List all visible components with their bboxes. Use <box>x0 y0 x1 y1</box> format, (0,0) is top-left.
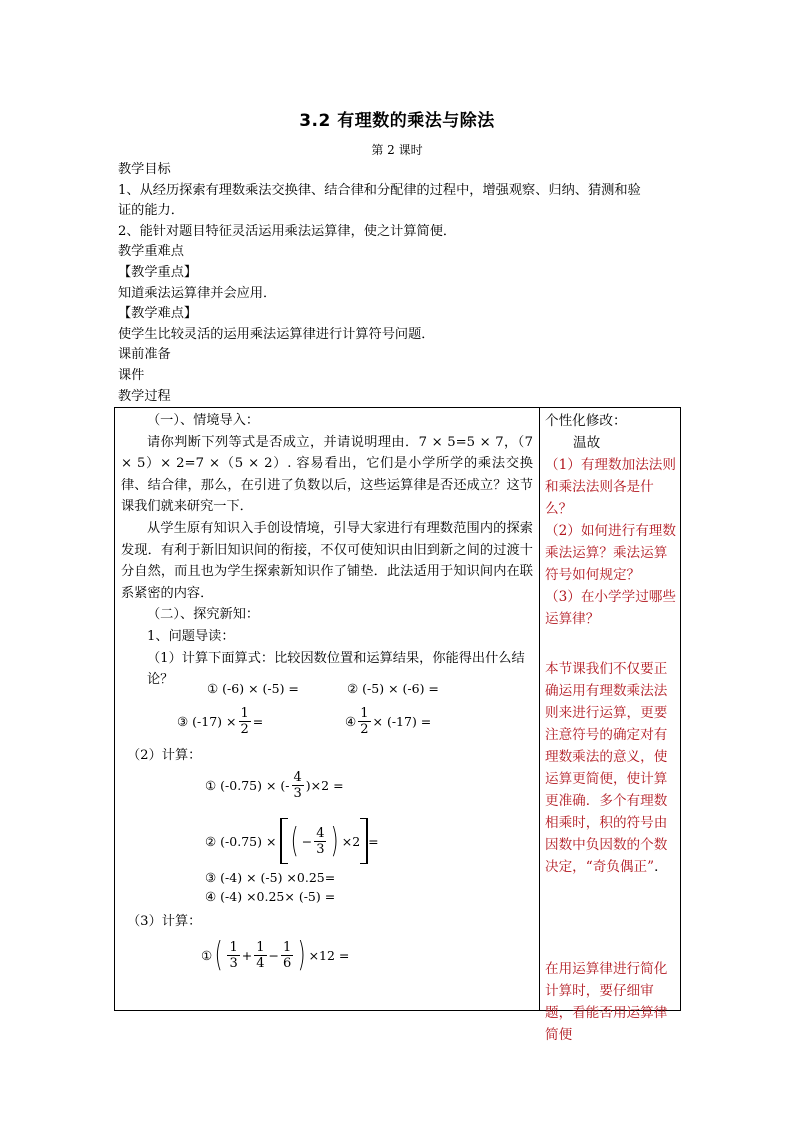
left-bracket <box>280 818 288 864</box>
goal-2: 2、能针对题目特征灵活运用乘法运算律，使之计算简便． <box>118 223 457 239</box>
expr-q1-a: ① (-6) × (-5) = <box>207 681 299 696</box>
times-two: ×2 <box>341 833 361 849</box>
notes-column <box>545 410 677 1046</box>
expr-q1-c-post: = <box>252 714 264 729</box>
review-question-1: （1）有理数加法法则和乘法法则各是什么？ <box>545 457 676 517</box>
denominator: 2 <box>240 722 249 737</box>
subsection-1-heading: 1、问题导读： <box>147 628 235 644</box>
expr-q2-c: ③ (-4) × (-5) ×0.25= <box>205 870 336 885</box>
teaching-process-table <box>114 407 681 1043</box>
question-3: （3）计算： <box>127 914 202 929</box>
review-question-2: （2）如何进行有理数乘法运算？乘法运算符号如何规定？ <box>545 523 676 583</box>
lesson-overview <box>118 160 688 407</box>
right-bracket <box>360 818 368 864</box>
section-heading-process: 教学过程 <box>118 388 171 404</box>
numerator: 1 <box>360 706 369 721</box>
expr-q2-b-post: = <box>368 833 379 849</box>
expr-q2-b <box>205 818 379 864</box>
expr-q2-a-pre: ① (-0.75) × (- <box>205 778 290 793</box>
right-paren: ) <box>297 935 306 975</box>
left-paren: ( <box>214 935 223 975</box>
expr-q1-d <box>345 706 431 737</box>
section-heading-keypoints: 教学重难点 <box>118 244 184 260</box>
page-title: 3.2 有理数的乘法与除法 <box>299 111 495 131</box>
minus-sign: − <box>301 833 313 849</box>
section-heading-goals: 教学目标 <box>118 162 171 177</box>
review-label: 温故 <box>573 435 601 451</box>
expr-q2-a-post: )×2 = <box>305 778 344 793</box>
teaching-note-text: 本节课我们不仅要正确运用有理数乘法法则来进行运算，更要注意符号的确定对有理数乘法的意义，使运算更简便，使计算更准确．多个有理数相乘时，积的符号由因数中负因数的个数决定， <box>545 661 668 875</box>
lesson-number: 第 2 课时 <box>371 143 423 157</box>
teaching-note-end: ． <box>654 859 668 875</box>
section-heading-prep: 课前准备 <box>118 347 171 363</box>
expr-q1-b: ② (-5) × (-6) = <box>347 681 439 696</box>
plus-sign: + <box>241 947 253 963</box>
teaching-note-2: 在用运算律进行简化计算时，要仔细审题，看能否用运算律简便 <box>545 961 668 1043</box>
denominator: 4 <box>256 955 265 971</box>
numerator: 1 <box>283 939 292 955</box>
goal-1-cont: 证的能力． <box>118 203 184 219</box>
section-1-heading: （一）、情境导入： <box>147 413 260 428</box>
fraction <box>358 706 370 737</box>
review-question-3: （3）在小学学过哪些运算律？ <box>545 589 676 627</box>
column-divider <box>539 408 540 1010</box>
fraction <box>254 940 266 971</box>
question-1: （1）计算下面算式：比较因数位置和运算结果，你能得出什么结论？ <box>147 650 525 688</box>
fraction <box>314 826 326 857</box>
expr-q2-d: ④ (-4) ×0.25× (-5) = <box>205 889 336 904</box>
numerator: 4 <box>316 825 325 841</box>
teaching-note <box>545 658 677 878</box>
expr-q2-a <box>205 770 344 801</box>
left-paren: ( <box>291 821 300 861</box>
question-2: （2）计算： <box>127 748 202 763</box>
expr-q3-a-pre: ① <box>201 947 213 963</box>
expr-q1-d-post: × (-17) = <box>372 714 432 729</box>
expr-q3-a <box>201 935 350 975</box>
denominator: 2 <box>360 722 369 737</box>
teaching-note-quote: “奇负偶正” <box>585 859 655 875</box>
minus-sign: − <box>268 947 280 963</box>
difficulty-label: 【教学难点】 <box>118 306 198 322</box>
expr-q3-a-post: ×12 = <box>308 947 350 963</box>
fraction <box>281 940 293 971</box>
section-1-paragraph-2: 从学生原有知识入手创设情境，引导大家进行有理数范围内的探索发现．有利于新旧知识间的衔接，不仅可使知识由旧到新之间的过渡十分自然，而且也为学生探索新知识作了铺垫．此法适用于知识间内在联系紧密的内容． <box>121 520 533 601</box>
difficulty-text: 使学生比较灵活的运用乘法运算律进行计算符号问题． <box>118 326 435 342</box>
prep-text: 课件 <box>118 367 145 383</box>
numerator: 4 <box>293 770 302 785</box>
expr-q1-d-pre: ④ <box>345 714 357 729</box>
expr-q2-b-pre: ② (-0.75) × <box>205 833 277 849</box>
fraction <box>239 706 251 737</box>
right-paren: ) <box>331 821 340 861</box>
numerator: 1 <box>256 939 265 955</box>
key-point-text: 知道乘法运算律并会应用． <box>118 285 277 301</box>
numerator: 1 <box>229 939 238 955</box>
denominator: 3 <box>229 955 238 971</box>
notes-heading: 个性化修改： <box>545 413 627 429</box>
expr-q1-c <box>177 706 263 737</box>
expr-q1-c-pre: ③ (-17) × <box>177 714 237 729</box>
goal-1: 1、从经历探索有理数乘法交换律、结合律和分配律的过程中，增强观察、归纳、猜测和验 <box>118 182 641 198</box>
denominator: 6 <box>283 955 292 971</box>
main-content-column <box>121 410 533 691</box>
section-2-heading: （二）、探究新知： <box>147 607 260 623</box>
fraction <box>227 940 239 971</box>
numerator: 1 <box>240 706 249 721</box>
section-1-paragraph: 请你判断下列等式是否成立，并请说明理由．7 × 5=5 × 7，（7 × 5）× 2=7 ×（5 × 2）. 容易看出，它们是小学所学的乘法交换律、结合律，那么，在引进了负数以后，这些运算律是否还成立？这节课我们就来研究一下． <box>121 434 533 515</box>
denominator: 3 <box>293 786 302 801</box>
denominator: 3 <box>316 841 325 857</box>
fraction <box>292 770 304 801</box>
key-point-label: 【教学重点】 <box>118 264 198 280</box>
